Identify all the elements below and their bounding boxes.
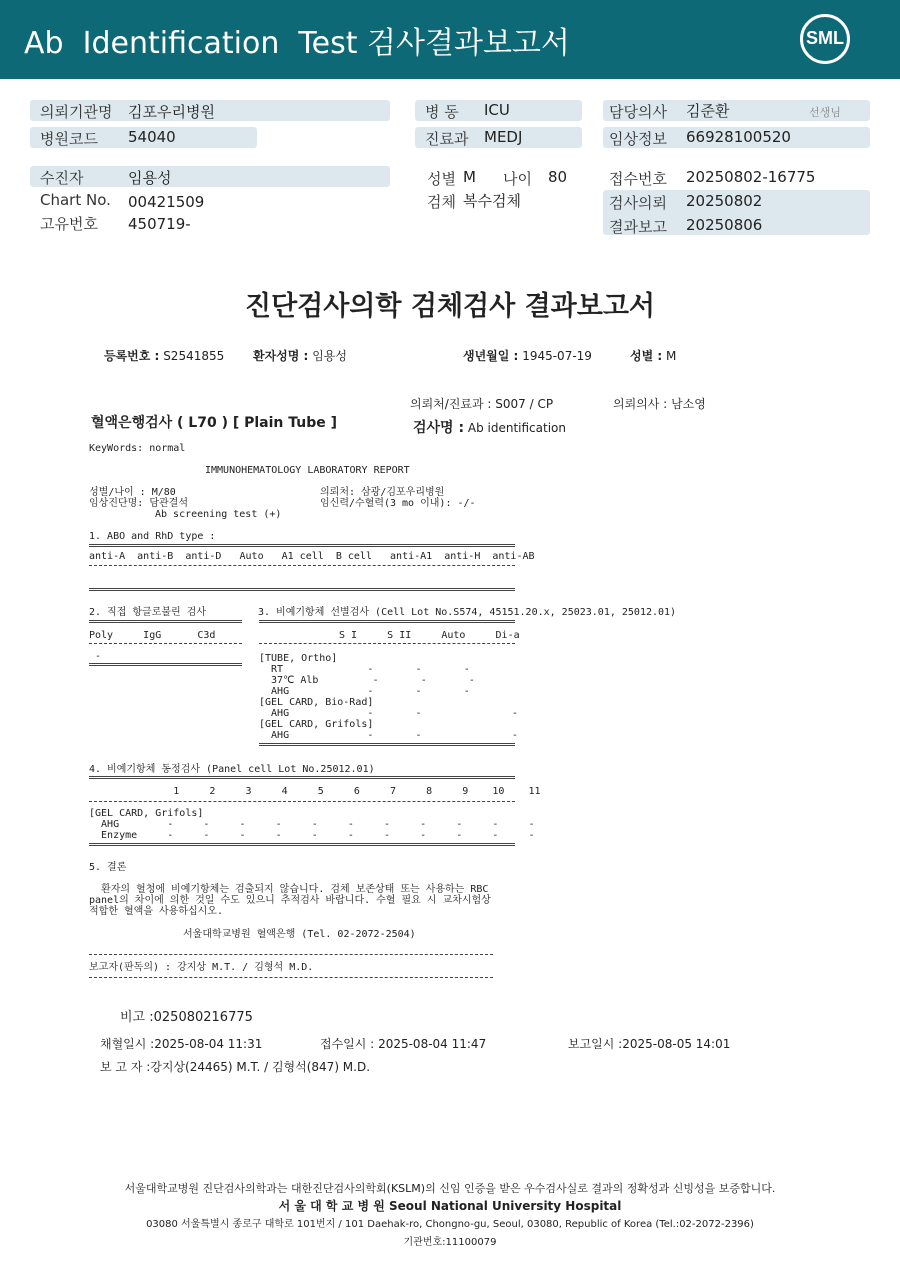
patient-bar [30, 166, 390, 187]
reg-value: S2541855 [163, 349, 225, 363]
diag-line: 임상진단명: 담관결석 [89, 498, 188, 509]
specimen-value: 복수검체 [463, 192, 521, 210]
sec3-row: [GEL CARD, Bio-Rad] [259, 697, 374, 708]
id-value: 450719- [128, 215, 191, 233]
sec4-row: AHG - - - - - - - - - - - [89, 819, 535, 830]
sec3-row: AHG - - - [259, 708, 518, 719]
divider [89, 663, 242, 666]
divider [259, 620, 515, 623]
lab-title: IMMUNOHEMATOLOGY LABORATORY REPORT [205, 465, 410, 476]
receipt-value: 20250802-16775 [686, 168, 816, 186]
code-value: 54040 [128, 128, 176, 146]
keywords: KeyWords: normal [89, 443, 186, 454]
screen-line: Ab screening test (+) [155, 509, 282, 520]
divider [89, 843, 515, 846]
reporter-value: 강지상(24465) M.T. / 김형석(847) M.D. [150, 1060, 371, 1074]
code-label: 병원코드 [40, 130, 98, 148]
blood-bank-line: 서울대학교병원 혈액은행 (Tel. 02-2072-2504) [183, 929, 416, 940]
preg-line: 임신력/수혈력(3 mo 이내): -/- [320, 498, 476, 509]
footer-hospital: 서 울 대 학 교 병 원 Seoul National University Hospital [278, 1199, 622, 1213]
chart-value: 00421509 [128, 193, 205, 211]
patient-label: 수진자 [40, 169, 84, 187]
report-value: 20250806 [686, 216, 763, 234]
divider [89, 977, 493, 978]
sex2-label: 성별 : [630, 349, 663, 363]
name-value: 임용성 [312, 349, 347, 363]
refdept-value: S007 / CP [495, 397, 554, 411]
referral-line: 의뢰처: 삼광/김포우리병원 [320, 487, 445, 498]
abo-title: 1. ABO and RhD type : [89, 531, 216, 542]
sec4-row: Enzyme - - - - - - - - - - - [89, 830, 535, 841]
divider [89, 565, 515, 566]
divider [89, 801, 515, 802]
request-value: 20250802 [686, 192, 763, 210]
patient-value: 임용성 [128, 169, 172, 187]
request-label: 검사의뢰 [609, 194, 667, 212]
conclusion-line: panel의 차이에 의한 것일 수도 있으니 추적검사 바랍니다. 수혈 필요 시 교차시험상 [89, 895, 491, 906]
sec3-header: S I S II Auto Di-a [339, 630, 520, 641]
note-label: 비고 : [120, 1010, 154, 1025]
conclusion-line: 적합한 혈액을 사용하십시오. [89, 906, 223, 917]
sec3-row: [TUBE, Ortho] [259, 653, 338, 664]
divider [259, 643, 515, 644]
sex2-value: M [666, 349, 677, 363]
divider [89, 954, 493, 955]
divider [259, 743, 515, 746]
sml-logo [800, 14, 850, 64]
divider [89, 544, 515, 547]
sec3-row: [GEL CARD, Grifols] [259, 719, 374, 730]
ward-label: 병 동 [425, 103, 459, 121]
exam-name-label: 검사명 : [413, 420, 465, 436]
report-title: 진단검사의학 검체검사 결과보고서 [244, 291, 656, 322]
specimen-label: 검체 [427, 193, 456, 211]
doctor-suffix: 선생님 [809, 106, 841, 119]
sec3-title: 3. 비예기항체 선별검사 (Cell Lot No.S574, 45151.20.x, 25023.01, 25012.01) [258, 607, 677, 618]
refdoc-value: 남소영 [671, 397, 706, 411]
divider [89, 776, 515, 779]
doctor-value: 김준환 [686, 102, 730, 120]
age-label: 나이 [503, 170, 532, 188]
hospital-label: 의뢰기관명 [40, 103, 113, 121]
sec5-title: 5. 결론 [89, 862, 127, 873]
age-value: 80 [548, 168, 568, 186]
doctor-label: 담당의사 [609, 103, 667, 121]
name-label: 환자성명 : [253, 349, 309, 363]
sec3-row: 37℃ Alb - - - [259, 675, 475, 686]
sec2-value: - [89, 651, 102, 662]
rep-time-value: 2025-08-05 14:01 [622, 1037, 731, 1051]
footer-certification: 서울대학교병원 진단검사의학과는 대한진단검사의학회(KSLM)의 신임 인증을 받은 우수검사실로 결과의 정확성과 신빙성을 보증합니다. [124, 1182, 776, 1195]
collect-label: 채혈일시 : [100, 1037, 155, 1051]
receipt-label: 접수번호 [609, 170, 667, 188]
sec2-header: Poly IgG C3d [89, 630, 216, 641]
exam-title: 혈액은행검사 ( L70 ) [ Plain Tube ] [91, 415, 338, 431]
chart-label: Chart No. [40, 191, 111, 209]
hospital-value: 김포우리병원 [128, 103, 215, 121]
divider [89, 643, 242, 644]
sex-label: 성별 [427, 170, 456, 188]
sec4-row: [GEL CARD, Grifols] [89, 808, 204, 819]
ward-value: ICU [484, 101, 510, 119]
exam-name-value: Ab identification [467, 421, 566, 435]
conclusion-line: 환자의 혈청에 비예기항체는 검출되지 않습니다. 검체 보존상태 또는 사용하는 RBC [89, 884, 489, 895]
id-label: 고유번호 [40, 215, 98, 233]
dob-label: 생년월일 : [463, 349, 519, 363]
dept-value: MEDJ [484, 128, 523, 146]
sec2-title: 2. 직접 항글로불린 검사 [89, 607, 207, 618]
report-label: 결과보고 [609, 218, 667, 236]
refdoc-label: 의뢰의사 : [613, 397, 668, 411]
logo-text: SML [806, 28, 844, 48]
sexage-line: 성별/나이 : M/80 [89, 487, 176, 498]
reporter-line: 보고자(판독의) : 강지상 M.T. / 김형석 M.D. [89, 962, 314, 973]
sec4-title: 4. 비예기항체 동정검사 (Panel cell Lot No.25012.01) [89, 764, 375, 775]
collect-value: 2025-08-04 11:31 [154, 1037, 263, 1051]
accept-value: 2025-08-04 11:47 [378, 1037, 487, 1051]
sex-value: M [463, 168, 476, 186]
sec4-header: 1 2 3 4 5 6 7 8 9 10 11 [89, 786, 541, 797]
sec3-row: AHG - - - [259, 730, 518, 741]
sec3-row: RT - - - [259, 664, 470, 675]
footer-institution-no: 기관번호:11100079 [403, 1237, 497, 1248]
refdept-label: 의뢰처/진료과 : [410, 397, 492, 411]
divider [89, 620, 242, 623]
rep-time-label: 보고일시 : [568, 1037, 623, 1051]
reporter-label: 보 고 자 : [100, 1060, 151, 1074]
footer-address: 03080 서울특별시 종로구 대학로 101번지 / 101 Daehak-ro, Chongno-gu, Seoul, 03080, Republic of Korea (Tel.:02-2072-2396) [146, 1219, 754, 1230]
clinical-value: 66928100520 [686, 128, 791, 146]
dept-label: 진료과 [425, 130, 469, 148]
clinical-label: 임상정보 [609, 130, 667, 148]
dob-value: 1945-07-19 [522, 349, 592, 363]
report-header-title: Ab Identification Test 검사결과보고서 [24, 26, 570, 61]
header-bar [0, 0, 900, 79]
divider [89, 588, 515, 591]
sec3-row: AHG - - - [259, 686, 470, 697]
accept-label: 접수일시 : [320, 1037, 375, 1051]
reg-label: 등록번호 : [104, 349, 160, 363]
abo-header: anti-A anti-B anti-D Auto A1 cell B cell anti-A1 anti-H anti-AB [89, 551, 535, 562]
note-value: 025080216775 [153, 1010, 253, 1025]
